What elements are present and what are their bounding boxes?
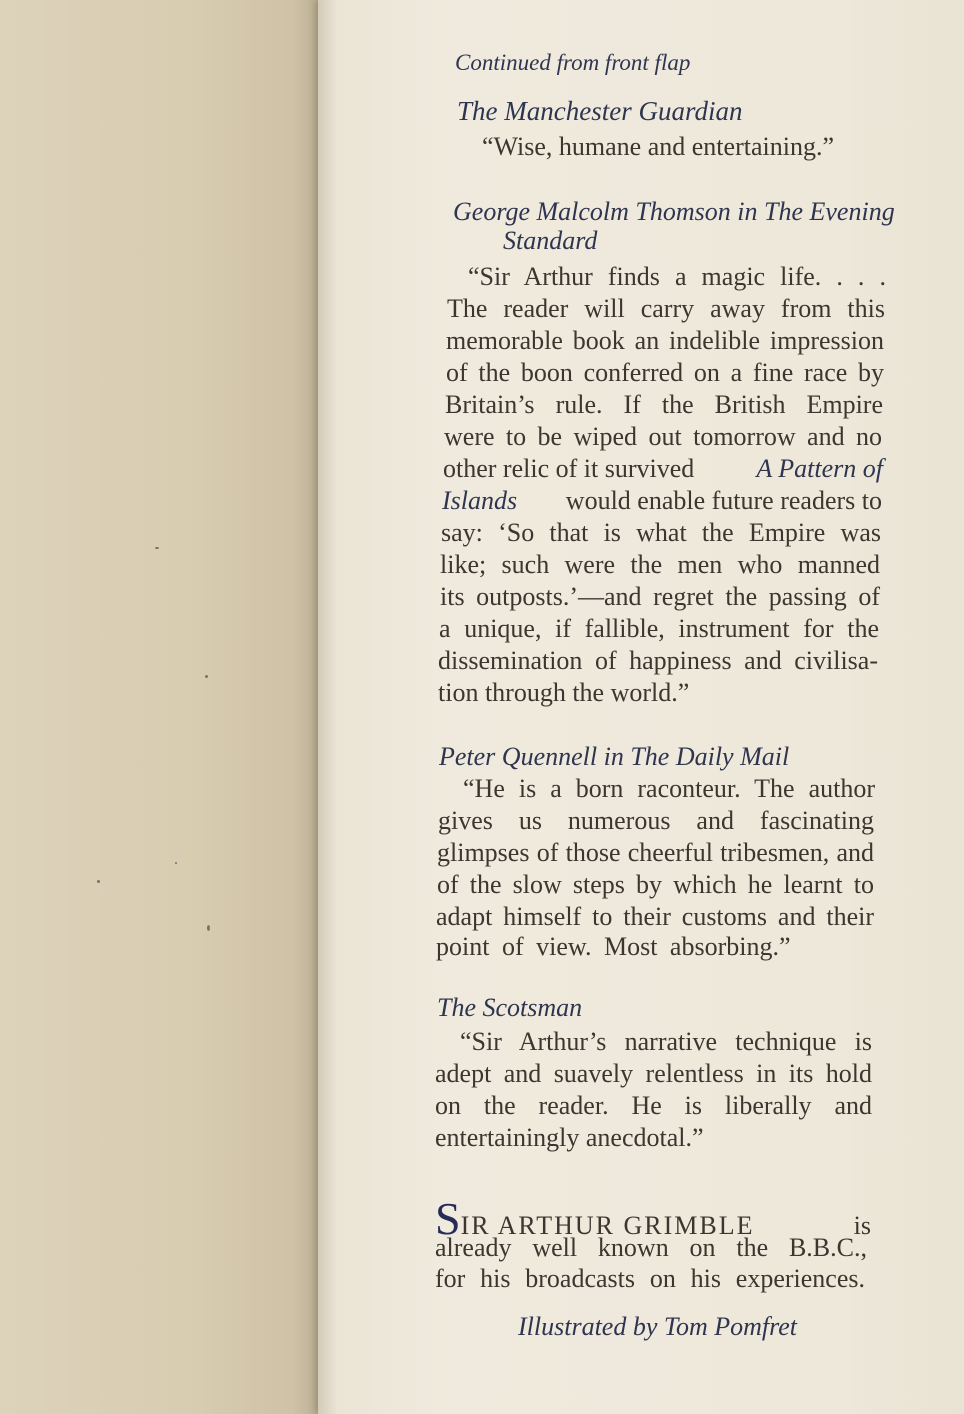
review-quote: adept and suavely relentless in its hold	[435, 1059, 872, 1088]
continued-note: Continued from front flap	[455, 50, 691, 75]
quote-text: would enable future readers to	[565, 486, 882, 515]
quote-text: other relic of it survived	[443, 454, 695, 483]
illustrator-credit: Illustrated by Tom Pomfret	[518, 1312, 798, 1341]
drop-initial: S	[435, 1193, 461, 1244]
review-quote: were to be wiped out tomorrow and no	[444, 422, 882, 451]
review-source: Peter Quennell in The Daily Mail	[439, 742, 790, 771]
review-quote: “He is a born raconteur. The author	[463, 774, 875, 803]
review-quote: The reader will carry away from this	[447, 294, 885, 323]
review-quote: gives us numerous and fascinating	[438, 806, 874, 835]
review-quote: point of view. Most absorbing.”	[436, 932, 791, 961]
paper-speck	[155, 547, 159, 549]
author-note-text: is	[853, 1211, 871, 1240]
review-quote	[443, 454, 883, 484]
paper-speck	[97, 880, 100, 883]
review-quote: Britain’s rule. If the British Empire	[445, 390, 883, 419]
author-note-line: already well known on the B.B.C.,	[435, 1233, 867, 1262]
review-source: Standard	[503, 226, 598, 255]
review-quote: say: ‘So that is what the Empire was	[441, 518, 881, 547]
review-quote: glimpses of those cheerful tribesmen, and	[437, 838, 874, 867]
book-title: Islands	[442, 486, 518, 515]
book-title: A Pattern of	[756, 454, 883, 483]
review-quote: of the slow steps by which he learnt to	[437, 870, 874, 899]
review-source: George Malcolm Thomson in The Evening	[453, 197, 895, 226]
review-quote: adapt himself to their customs and their	[436, 902, 874, 931]
review-quote: “Sir Arthur’s narrative technique is	[460, 1027, 872, 1056]
paper-speck	[205, 675, 208, 678]
review-source: The Scotsman	[437, 993, 583, 1022]
review-quote: of the boon conferred on a fine race by	[446, 358, 884, 387]
review-quote: memorable book an indelible impression	[446, 326, 884, 355]
adjacent-board	[0, 0, 318, 1414]
author-name-caps: IR ARTHUR GRIMBLE	[460, 1211, 755, 1240]
paper-speck	[207, 925, 210, 931]
review-quote: entertainingly anecdotal.”	[435, 1123, 704, 1152]
review-quote	[442, 486, 882, 516]
review-quote: “Wise, humane and entertaining.”	[482, 132, 834, 161]
review-quote: on the reader. He is liberally and	[435, 1091, 872, 1120]
review-quote: “Sir Arthur finds a magic life. . . .	[468, 262, 886, 291]
jacket-flap	[318, 0, 964, 1414]
review-quote: its outposts.’—and regret the passing of	[440, 582, 880, 611]
review-quote: like; such were the men who manned	[440, 550, 880, 579]
review-quote: dissemination of happiness and civilisa-	[438, 646, 878, 675]
review-quote: a unique, if fallible, instrument for the	[439, 614, 879, 643]
review-source: The Manchester Guardian	[457, 96, 743, 126]
author-note-line: for his broadcasts on his experiences.	[435, 1264, 865, 1293]
review-quote: tion through the world.”	[438, 678, 690, 707]
paper-speck	[175, 862, 177, 864]
